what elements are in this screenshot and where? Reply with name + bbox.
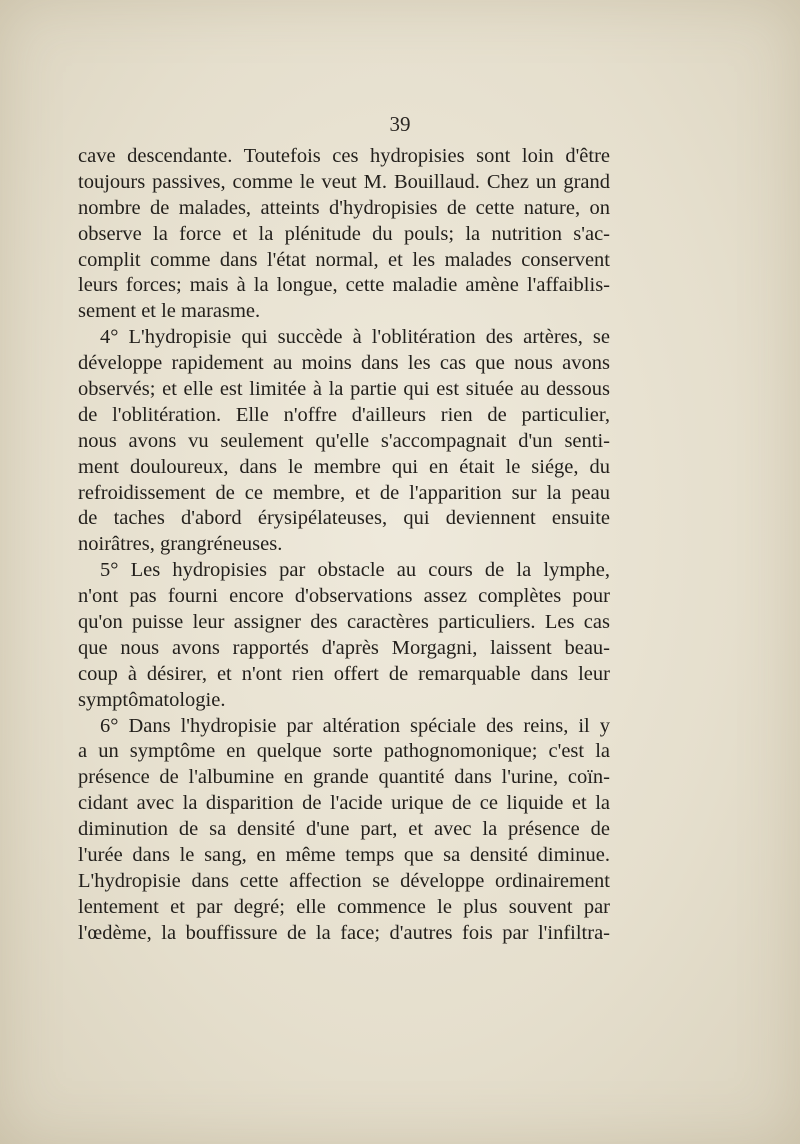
- text-line: leurs forces; mais à la longue, cette maladie amène l'affaiblis-: [78, 274, 610, 297]
- text-line: de l'oblitération. Elle n'offre d'ailleurs rien de particulier,: [78, 403, 610, 426]
- text-line: que nous avons rapportés d'après Morgagni, laissent beau-: [78, 636, 610, 659]
- body-text: [78, 144, 610, 947]
- paragraph-continuation: [78, 144, 610, 325]
- text-line: n'ont pas fourni encore d'observations assez complètes pour: [78, 585, 610, 608]
- text-line: 4° L'hydropisie qui succède à l'oblitération des artères, se: [100, 326, 610, 349]
- paragraph-item-5: [78, 558, 610, 713]
- text-line: toujours passives, comme le veut M. Bouillaud. Chez un grand: [78, 170, 610, 193]
- text-line: l'urée dans le sang, en même temps que sa densité diminue.: [78, 844, 610, 867]
- text-line: cidant avec la disparition de l'acide urique de ce liquide et la: [78, 792, 610, 815]
- text-line: observe la force et la plénitude du pouls; la nutrition s'ac-: [78, 222, 610, 245]
- text-line: présence de l'albumine en grande quantité dans l'urine, coïn-: [78, 766, 610, 789]
- text-line: sement et le marasme.: [78, 300, 261, 323]
- text-line: observés; et elle est limitée à la partie qui est située au dessous: [78, 378, 610, 401]
- text-line: qu'on puisse leur assigner des caractères particuliers. Les cas: [78, 611, 610, 634]
- text-line: a un symptôme en quelque sorte pathognomonique; c'est la: [78, 740, 610, 763]
- text-line: cave descendante. Toutefois ces hydropisies sont loin d'être: [78, 145, 610, 167]
- text-line: symptômatologie.: [78, 688, 226, 711]
- text-line: diminution de sa densité d'une part, et avec la présence de: [78, 818, 610, 841]
- text-line: L'hydropisie dans cette affection se développe ordinairement: [78, 869, 610, 892]
- text-line: l'œdème, la bouffissure de la face; d'autres fois par l'infiltra-: [78, 921, 610, 944]
- text-line: lentement et par degré; elle commence le plus souvent par: [78, 895, 610, 918]
- text-line: nombre de malades, atteints d'hydropisies de cette nature, on: [78, 196, 610, 219]
- text-line: coup à désirer, et n'ont rien offert de remarquable dans leur: [78, 662, 610, 685]
- text-line: développe rapidement au moins dans les cas que nous avons: [78, 352, 610, 375]
- text-line: complit comme dans l'état normal, et les malades conservent: [78, 248, 610, 271]
- text-line: refroidissement de ce membre, et de l'apparition sur la peau: [78, 481, 610, 504]
- text-line: 5° Les hydropisies par obstacle au cours de la lymphe,: [100, 559, 610, 582]
- text-line: nous avons vu seulement qu'elle s'accompagnait d'un senti-: [78, 429, 610, 452]
- paragraph-item-4: [78, 325, 610, 558]
- text-line: noirâtres, grangréneuses.: [78, 533, 283, 556]
- page-number: 39: [389, 112, 411, 136]
- text-line: ment douloureux, dans le membre qui en était le siége, du: [78, 455, 610, 478]
- paragraph-item-6: [78, 714, 610, 947]
- text-line: de taches d'abord érysipélateuses, qui deviennent ensuite: [78, 507, 610, 530]
- text-line: 6° Dans l'hydropisie par altération spéciale des reins, il y: [100, 714, 610, 737]
